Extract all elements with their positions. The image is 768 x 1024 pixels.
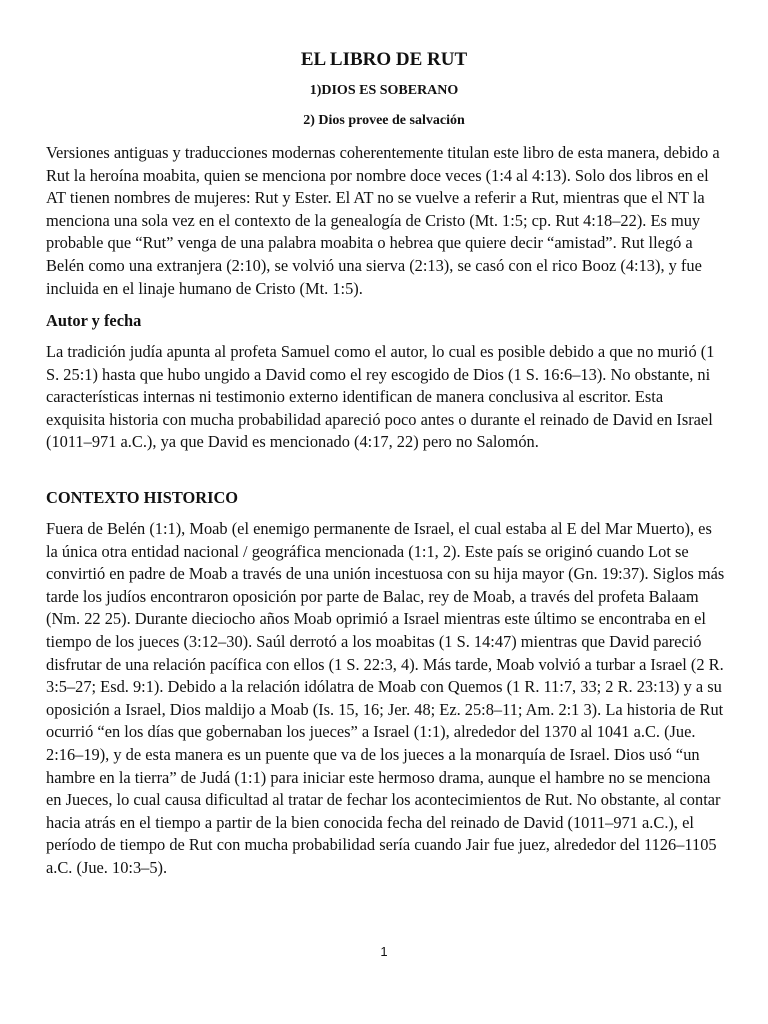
author-date-paragraph: La tradición judía apunta al profeta Samuel como el autor, lo cual es posible debido a que no murió (1 S. 25:1) hasta que hubo ungido a David como el rey escogido de Dios (1 S. 16:6–13). No obstante, ni características internas ni testimonio externo identifican de manera conclusiva al escritor. Esta exquisita historia con mucha probabilidad apareció poco antes o durante el reinado de David en Israel (1011–971 a.C.), ya que David es mencionado (4:17, 22) pero no Salomón. [46, 342, 715, 452]
page-number: 1 [380, 944, 388, 959]
subtitle-sovereign: 1)DIOS ES SOBERANO [309, 83, 459, 98]
document-title: EL LIBRO DE RUT [300, 49, 468, 70]
author-date-heading: Autor y fecha [46, 311, 142, 330]
subtitle-salvation: 2) Dios provee de salvación [303, 113, 465, 128]
intro-paragraph: Versiones antiguas y traducciones modernas coherentemente titulan este libro de esta manera, debido a Rut la heroína moabita, quien se menciona por nombre doce veces (1:4 al 4:13). Solo dos libros en el AT tienen nombres de mujeres: Rut y Ester. El AT no se vuelve a referir a Rut, mientras que el NT la menciona una sola vez en el contexto de la genealogía de Cristo (Mt. 1:5; cp. Rut 4:18–22). Es muy probable que “Rut” venga de una palabra moabita o hebrea que quiere decir “amistad”. Rut llegó a Belén como una extranjera (2:10), se volvió una sierva (2:13), se casó con el rico Booz (4:13), y fue incluida en el linaje humano de Cristo (Mt. 1:5). [46, 143, 720, 298]
historical-context-heading: CONTEXTO HISTORICO [46, 488, 239, 507]
historical-context-paragraph: Fuera de Belén (1:1), Moab (el enemigo permanente de Israel, el cual estaba al E del Mar Muerto), es la única otra entidad nacional / geográfica mencionada (1:1, 2). Este país se originó cuando Lot se convirtió en padre de Moab a través de una unión incestuosa con su hija mayor (Gn. 19:37). Siglos más tarde los judíos encontraron oposición por parte de Balac, rey de Moab, a través del profeta Balaam (Nm. 22 25). Durante dieciocho años Moab oprimió a Israel mientras este último se encontraba en el tiempo de los jueces (3:12–30). Saúl derrotó a los moabitas (1 S. 14:47) mientras que David pareció disfrutar de una relación pacífica con ellos (1 S. 22:3, 4). Más tarde, Moab volvió a turbar a Israel (2 R. 3:5–27; Esd. 9:1). Debido a la relación idólatra de Moab con Quemos (1 R. 11:7, 33; 2 R. 23:13) y a su oposición a Israel, Dios maldijo a Moab (Is. 15, 16; Jer. 48; Ez. 25:8–11; Am. 2:1 3). La historia de Rut ocurrió “en los días que gobernaban los jueces” a Israel (1:1), alrededor del 1370 al 1041 a.C. (Jue. 2:16–19), y de esta manera es un puente que va de los jueces a la monarquía de Israel. Dios usó “un hambre en la tierra” de Judá (1:1) para iniciar este hermoso drama, aunque el hambre no se menciona en Jueces, lo cual causa dificultad al tratar de fechar los acontecimientos de Rut. No obstante, al contar hacia atrás en el tiempo a partir de la bien conocida fecha del reinado de David (1011–971 a.C.), el período de tiempo de Rut con mucha probabilidad sería cuando Jair fue juez, alrededor del 1126–1105 a.C. (Jue. 10:3–5). [46, 519, 725, 877]
